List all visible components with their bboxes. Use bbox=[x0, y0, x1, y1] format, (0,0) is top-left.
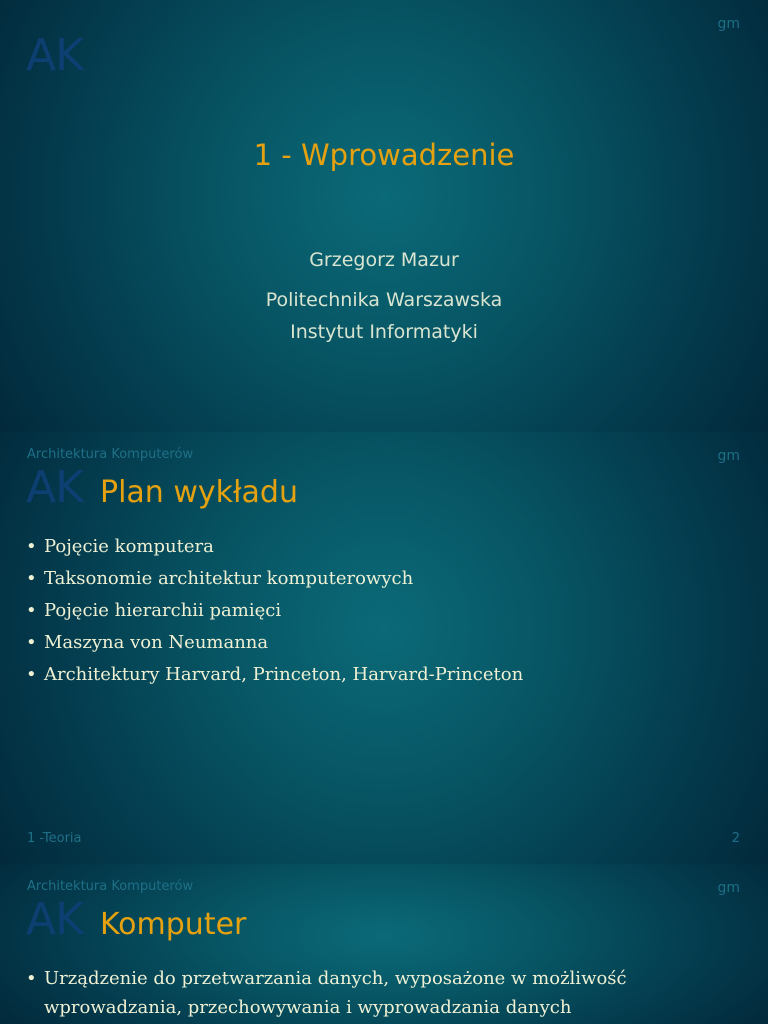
slide-heading: Komputer bbox=[100, 907, 247, 942]
lecture-title: 1 - Wprowadzenie bbox=[253, 138, 515, 172]
bullet-icon: • bbox=[26, 568, 37, 589]
affiliation-institute: Instytut Informatyki bbox=[290, 321, 478, 343]
bullet-icon: • bbox=[26, 536, 37, 557]
course-name: Architektura Komputerów bbox=[27, 879, 194, 894]
author-initials-mark: gm bbox=[717, 880, 740, 896]
bullet-icon: • bbox=[26, 664, 37, 685]
list-item bbox=[26, 964, 744, 1022]
ak-logo: AK bbox=[26, 30, 83, 81]
list-item-text-line2: wprowadzania, przechowywania i wyprowadzania danych bbox=[44, 997, 572, 1018]
ak-logo: AK bbox=[26, 462, 83, 513]
ak-logo: AK bbox=[26, 894, 83, 945]
author-initials-mark: gm bbox=[717, 448, 740, 464]
course-name: Architektura Komputerów bbox=[27, 447, 194, 462]
page-number: 2 bbox=[731, 831, 740, 846]
list-item-text: Architektury Harvard, Princeton, Harvard-Princeton bbox=[44, 664, 524, 685]
list-item bbox=[26, 563, 744, 595]
list-item-text-line1: Urządzenie do przetwarzania danych, wyposażone w możliwość bbox=[44, 968, 627, 989]
author-initials-mark: gm bbox=[717, 16, 740, 32]
bullet-icon: • bbox=[26, 968, 37, 989]
list-item-text: Maszyna von Neumanna bbox=[44, 632, 269, 653]
computer-slide bbox=[0, 864, 768, 1024]
plan-slide bbox=[0, 432, 768, 864]
list-item bbox=[26, 595, 744, 627]
list-item-text: Taksonomie architektur komputerowych bbox=[44, 568, 414, 589]
computer-bullet-list bbox=[26, 964, 744, 1022]
list-item-text: Pojęcie hierarchii pamięci bbox=[44, 600, 282, 621]
author-name: Grzegorz Mazur bbox=[309, 249, 459, 271]
title-slide bbox=[0, 0, 768, 432]
footer-section: 1 -Teoria bbox=[27, 831, 82, 846]
slide-heading: Plan wykładu bbox=[100, 475, 298, 510]
bullet-icon: • bbox=[26, 600, 37, 621]
plan-bullet-list bbox=[26, 531, 744, 691]
list-item-text: Pojęcie komputera bbox=[44, 536, 214, 557]
bullet-icon: • bbox=[26, 632, 37, 653]
list-item bbox=[26, 627, 744, 659]
affiliation-university: Politechnika Warszawska bbox=[265, 289, 503, 311]
list-item bbox=[26, 531, 744, 563]
list-item bbox=[26, 659, 744, 691]
